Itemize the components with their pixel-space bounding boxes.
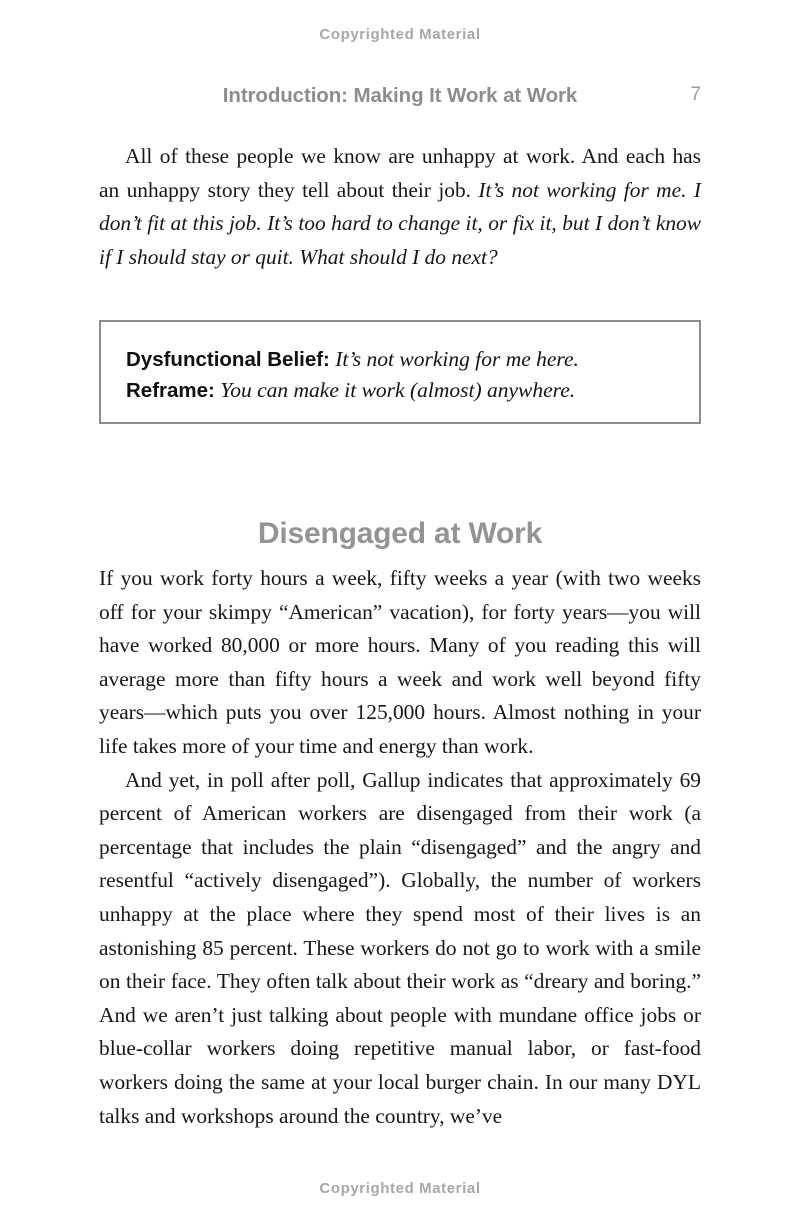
paragraph-hours-worked: If you work forty hours a week, fifty weeks a year (with two weeks off for your skimpy “American” vacation), for forty years—you will have worked 80,000 or more hours. Many of you reading this will average more than fifty hours a week and work well beyond fifty years—which puts you over 125,000 hours. Almost nothing in your life takes more of your time and energy than work. (99, 566, 701, 758)
paragraph-opening-plain: All of these people we know are unhappy at work. And each has an unhappy story they tell about their job. (99, 144, 701, 202)
dysfunctional-belief-label: Dysfunctional Belief: (126, 348, 330, 371)
dysfunctional-belief-text: It’s not working for me here. (329, 347, 579, 371)
dysfunctional-belief-box (99, 320, 701, 424)
running-head-title: Introduction: Making It Work at Work (222, 84, 578, 107)
reframe-line (126, 375, 699, 406)
paragraph-opening-italic: It’s not working for me. I don’t fit at this job. It’s too hard to change it, or fix it, but I don’t know if I should stay or quit. What should I do next? (99, 177, 701, 269)
reframe-text: You can make it work (almost) anywhere. (214, 378, 576, 402)
dysfunctional-belief-line (126, 344, 699, 375)
paragraph-opening (99, 140, 701, 274)
paragraph-gallup-disengagement: And yet, in poll after poll, Gallup indicates that approximately 69 percent of American workers are disengaged from their work (a percentage that includes the plain “disengaged” and the angry and resentful “actively disengaged”). Globally, the number of workers unhappy at the place where they spend most of their lives is an astonishing 85 percent. These workers do not go to work with a smile on their face. They often talk about their work as “dreary and boring.” And we aren’t just talking about people with mundane office jobs or blue-collar workers doing repetitive manual labor, or fast-food workers doing the same at your local burger chain. In our many DYL talks and workshops around the country, we’ve (99, 767, 701, 1128)
reframe-label: Reframe: (126, 379, 215, 402)
copyright-watermark-bottom: Copyrighted Material (319, 1180, 481, 1197)
page-number: 7 (690, 84, 701, 105)
running-head (99, 84, 701, 108)
main-text-block (99, 562, 701, 1133)
section-heading: Disengaged at Work (257, 516, 543, 550)
opening-text-block (99, 140, 701, 274)
copyright-watermark-top: Copyrighted Material (319, 26, 481, 43)
